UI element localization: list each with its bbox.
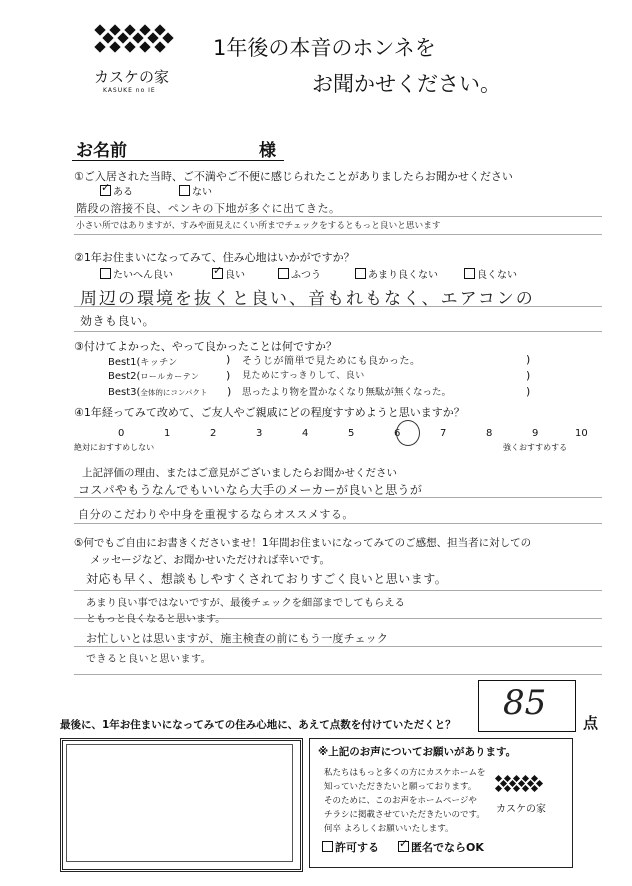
logo-diamond bbox=[109, 41, 120, 52]
q3-best2: Best2(ロールカーテン bbox=[108, 371, 200, 382]
logo-diamond bbox=[495, 785, 502, 792]
q4-reason-line1: コスパやもうなんでもいいなら大手のメーカーが良いと思うが bbox=[78, 483, 423, 497]
scale-0[interactable]: 0 bbox=[118, 428, 125, 439]
q1-option-ari[interactable]: ✓ある bbox=[100, 183, 133, 198]
q3-best1-bracket: ) bbox=[226, 353, 231, 366]
scale-6[interactable]: 6 bbox=[394, 428, 401, 439]
checkbox-icon[interactable] bbox=[322, 841, 333, 852]
logo-diamond bbox=[504, 785, 511, 792]
q3-best3-close: ) bbox=[526, 385, 531, 398]
q5-answer-line3: ともっと良くなると思います。 bbox=[86, 614, 226, 625]
q5-answer-line4: お忙しいとは思いますが、施主検査の前にもう一度チェック bbox=[86, 632, 389, 645]
selected-circle bbox=[396, 420, 420, 446]
logo-diamond bbox=[531, 785, 538, 792]
notice-body: 私たちはもっと多くの方にカスケホームを 知っていただきたいと願っております。 そのために、このお声をホームページや チラシに掲載させていただきたいのです。 何卒 よろしくお願いいたします。 bbox=[324, 768, 486, 834]
q2-option-futsu[interactable]: ふつう bbox=[278, 266, 321, 281]
scale-8[interactable]: 8 bbox=[486, 428, 493, 439]
checkbox-icon[interactable] bbox=[212, 268, 223, 279]
logo-diamond bbox=[109, 24, 120, 35]
q1-option-nai[interactable]: ない bbox=[179, 183, 212, 198]
score-unit: 点 bbox=[583, 714, 599, 732]
logo-diamond bbox=[535, 780, 542, 787]
q5-question-line2: メッセージなど、お聞かせいただければ幸いです。 bbox=[90, 554, 331, 566]
scale-1[interactable]: 1 bbox=[164, 428, 171, 439]
score-value: 85 bbox=[503, 683, 547, 723]
answer-line bbox=[74, 674, 602, 675]
answer-line bbox=[74, 523, 602, 524]
scale-9[interactable]: 9 bbox=[532, 428, 539, 439]
q2-answer-line1: 周辺の環境を抜くと良い、音もれもなく、エアコンの bbox=[80, 289, 535, 309]
logo-diamond bbox=[94, 41, 105, 52]
q5-question-line1: ⑤何でもご自由にお書きくださいませ！1年間お住まいになってみてのご感想、担当者に対しての bbox=[74, 537, 532, 549]
checkbox-icon[interactable] bbox=[398, 841, 409, 852]
logo-diamond bbox=[132, 33, 143, 44]
brand-subtitle: KASUKE no IE bbox=[103, 87, 156, 94]
q2-option-taihen[interactable]: たいへん良い bbox=[100, 266, 173, 281]
q3-best1: Best1(キッチン bbox=[108, 357, 178, 368]
answer-line bbox=[74, 234, 602, 235]
scale-3[interactable]: 3 bbox=[256, 428, 263, 439]
notice-title: ※上記のお声についてお願いがあります。 bbox=[318, 746, 517, 758]
logo-diamond bbox=[154, 41, 165, 52]
scale-4[interactable]: 4 bbox=[302, 428, 309, 439]
q3-best1-reason: そうじが簡単で見ためにも良かった。 bbox=[242, 356, 421, 367]
q2-option-amari[interactable]: あまり良くない bbox=[355, 266, 438, 281]
name-suffix: 様 bbox=[259, 141, 276, 161]
scale-10[interactable]: 10 bbox=[575, 428, 588, 439]
checkbox-icon[interactable] bbox=[355, 268, 366, 279]
q3-best1-close: ) bbox=[526, 353, 531, 366]
scale-7[interactable]: 7 bbox=[440, 428, 447, 439]
logo-diamond bbox=[147, 33, 158, 44]
q5-answer-line2: あまり良い事ではないですが、最後チェックを細部までしてもらえる bbox=[86, 597, 405, 609]
permit-option[interactable]: 許可する bbox=[322, 839, 379, 855]
brand-name: カスケの家 bbox=[94, 68, 170, 86]
scale-left-label: 絶対におすすめしない bbox=[74, 443, 155, 452]
q2-option-yokunai[interactable]: 良くない bbox=[464, 266, 517, 281]
notice-brand-name: カスケの家 bbox=[496, 804, 546, 815]
q2-question: ②1年お住まいになってみて、住み心地はいかがですか？ bbox=[74, 251, 355, 264]
q3-best2-close: ) bbox=[526, 369, 531, 382]
rating-scale[interactable] bbox=[106, 428, 588, 442]
q3-best3: Best3(全体的にコンパクト bbox=[108, 387, 208, 398]
scale-5[interactable]: 5 bbox=[348, 428, 355, 439]
logo-diamond bbox=[162, 33, 173, 44]
answer-line bbox=[74, 216, 602, 217]
scale-right-label: 強くおすすめする bbox=[503, 443, 568, 452]
checkbox-icon[interactable] bbox=[464, 268, 475, 279]
scale-2[interactable]: 2 bbox=[210, 428, 217, 439]
notice-logo-mark bbox=[496, 776, 546, 794]
name-label: お名前 bbox=[76, 141, 127, 161]
logo-diamond bbox=[102, 33, 113, 44]
name-field-line[interactable] bbox=[72, 160, 284, 161]
q3-best3-bracket: ) bbox=[227, 385, 232, 398]
q5-answer-line5: できると良いと思います。 bbox=[86, 654, 212, 665]
page-title-line1: 1年後の本音のホンネを bbox=[213, 36, 436, 60]
q5-answer-line1: 対応も早く、想談もしやすくされておりすごく良いと思います。 bbox=[86, 572, 448, 586]
q3-best2-reason: 見ためにすっきりして、良い bbox=[242, 371, 365, 381]
q3-best3-reason: 思ったより物を置かなくなり無駄が無くなった。 bbox=[242, 387, 452, 398]
anonymous-ok-option[interactable]: ✓ 匿名でならOK bbox=[398, 839, 484, 855]
answer-line bbox=[74, 331, 602, 332]
q3-best2-bracket: ) bbox=[226, 369, 231, 382]
logo-diamond bbox=[139, 41, 150, 52]
q1-answer-line2: 小さい所ではありますが、すみや面見えにくい所までチェックをするともっと良いと思います bbox=[76, 221, 441, 231]
logo-diamond bbox=[154, 24, 165, 35]
page-title-line2: お聞かせください。 bbox=[312, 72, 501, 96]
q4-reason-line2: 自分のこだわりや中身を重視するならオススメする。 bbox=[78, 508, 354, 521]
logo-diamond bbox=[124, 41, 135, 52]
logo-diamond bbox=[513, 785, 520, 792]
score-prompt: 最後に、1年お住まいになってみての住み心地に、あえて点数を付けていただくと？ bbox=[60, 719, 456, 731]
answer-line bbox=[74, 646, 602, 647]
checkbox-icon[interactable] bbox=[100, 268, 111, 279]
photo-frame-inner bbox=[66, 744, 293, 862]
q4-reason-prompt: 上記評価の理由、またはご意見がございましたらお聞かせください bbox=[82, 467, 397, 479]
q1-question: ①ご入居された当時、ご不満やご不便に感じられたことがありましたらお聞かせください bbox=[74, 170, 513, 183]
logo-diamond bbox=[94, 24, 105, 35]
checkbox-icon[interactable] bbox=[278, 268, 289, 279]
logo-diamond bbox=[117, 33, 128, 44]
q2-option-yoi[interactable]: ✓ 良い bbox=[212, 266, 245, 281]
answer-line bbox=[74, 590, 602, 591]
logo-diamond bbox=[124, 24, 135, 35]
logo-diamond bbox=[522, 785, 529, 792]
checkbox-icon[interactable] bbox=[179, 185, 190, 196]
logo-diamond bbox=[139, 24, 150, 35]
q1-answer-line1: 階段の溶接不良、ペンキの下地が多ぐに出てきた。 bbox=[76, 202, 341, 215]
q4-question: ④1年経ってみて改めて、ご友人やご親戚にどの程度すすめようと思いますか？ bbox=[74, 406, 465, 419]
logo-mark bbox=[96, 26, 176, 60]
q2-answer-line2: 効きも良い。 bbox=[80, 314, 156, 328]
q3-question: ③付けてよかった、やって良かったことは何ですか？ bbox=[74, 340, 337, 353]
checkbox-icon[interactable] bbox=[100, 185, 111, 196]
